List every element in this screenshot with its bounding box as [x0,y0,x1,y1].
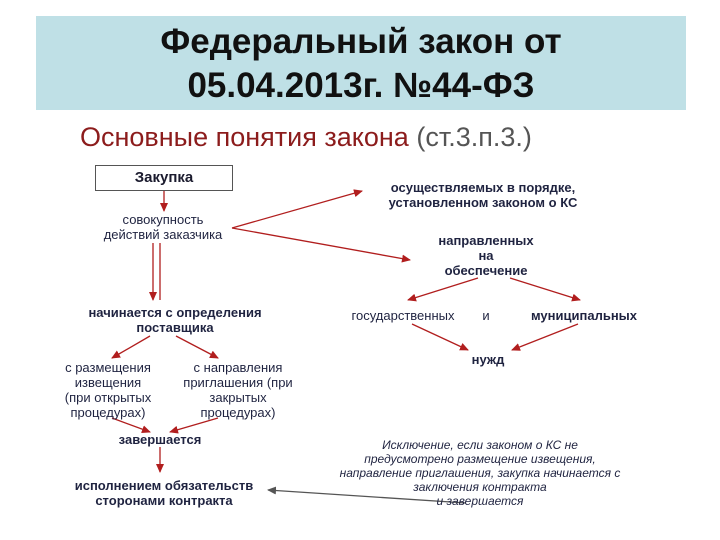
node-execution-line1: исполнением обязательств [74,478,254,493]
node-directed-line2: на [478,248,494,263]
node-invitation [172,360,304,420]
node-exception [338,438,622,508]
arrow-totality-to-directed [232,228,410,260]
node-exception-line3: направление приглашения, закупка начинается с [339,466,621,480]
node-directed-line3: обеспечение [444,263,528,278]
node-needs: нужд [471,352,505,367]
node-directed [418,233,554,278]
node-exception-line4: заключения контракта [413,480,547,494]
node-purchase: Закупка [95,165,233,191]
node-begins-line1: начинается с определения [88,305,262,320]
subtitle-main: Основные понятия закона [80,122,409,152]
node-execution-line2: сторонами контракта [95,493,233,508]
node-totality [88,212,238,242]
node-invitation-line3: закрытых [209,390,267,405]
arrow-totality-to-carried-out [232,191,362,228]
node-exception-line5: и завершается [436,494,524,508]
node-notice-line2: извещения [74,375,142,390]
arrow-state-to-needs [412,324,468,350]
node-begins [70,305,280,335]
arrow-invitation-to-ends [170,418,218,432]
arrow-directed-to-municipal [510,278,580,300]
subtitle-reference: (ст.3.п.3.) [416,122,532,152]
arrow-begins-to-invitation [176,336,218,358]
node-and: и [482,308,490,323]
node-invitation-line2: приглашения (при [183,375,293,390]
node-invitation-line1: с направления [193,360,283,375]
node-execution [60,478,268,508]
arrow-directed-to-state [408,278,478,300]
node-exception-line1: Исключение, если законом о КС не [382,438,578,452]
node-directed-line1: направленных [438,233,534,248]
node-exception-line2: предусмотрено размещение извещения, [364,452,596,466]
arrow-notice-to-ends [112,418,150,432]
node-carried-out-line2: установленном законом о КС [388,195,578,210]
node-totality-line1: совокупность [122,212,204,227]
header-title-line1: Федеральный закон от [160,22,562,61]
node-begins-line2: поставщика [136,320,214,335]
node-municipal: муниципальных [530,308,638,323]
node-notice-line1: с размещения [65,360,151,375]
header-title-line2: 05.04.2013г. №44-ФЗ [187,66,535,105]
arrow-municipal-to-needs [512,324,578,350]
node-notice-line4: процедурах) [70,405,146,420]
node-carried-out [358,180,608,210]
node-ends: завершается [118,432,202,447]
arrow-begins-to-notice [112,336,150,358]
node-notice-line3: (при открытых [64,390,152,405]
node-state: государственных [351,308,455,323]
node-invitation-line4: процедурах) [200,405,276,420]
node-notice [48,360,168,420]
node-carried-out-line1: осуществляемых в порядке, [390,180,576,195]
node-totality-line2: действий заказчика [103,227,223,242]
